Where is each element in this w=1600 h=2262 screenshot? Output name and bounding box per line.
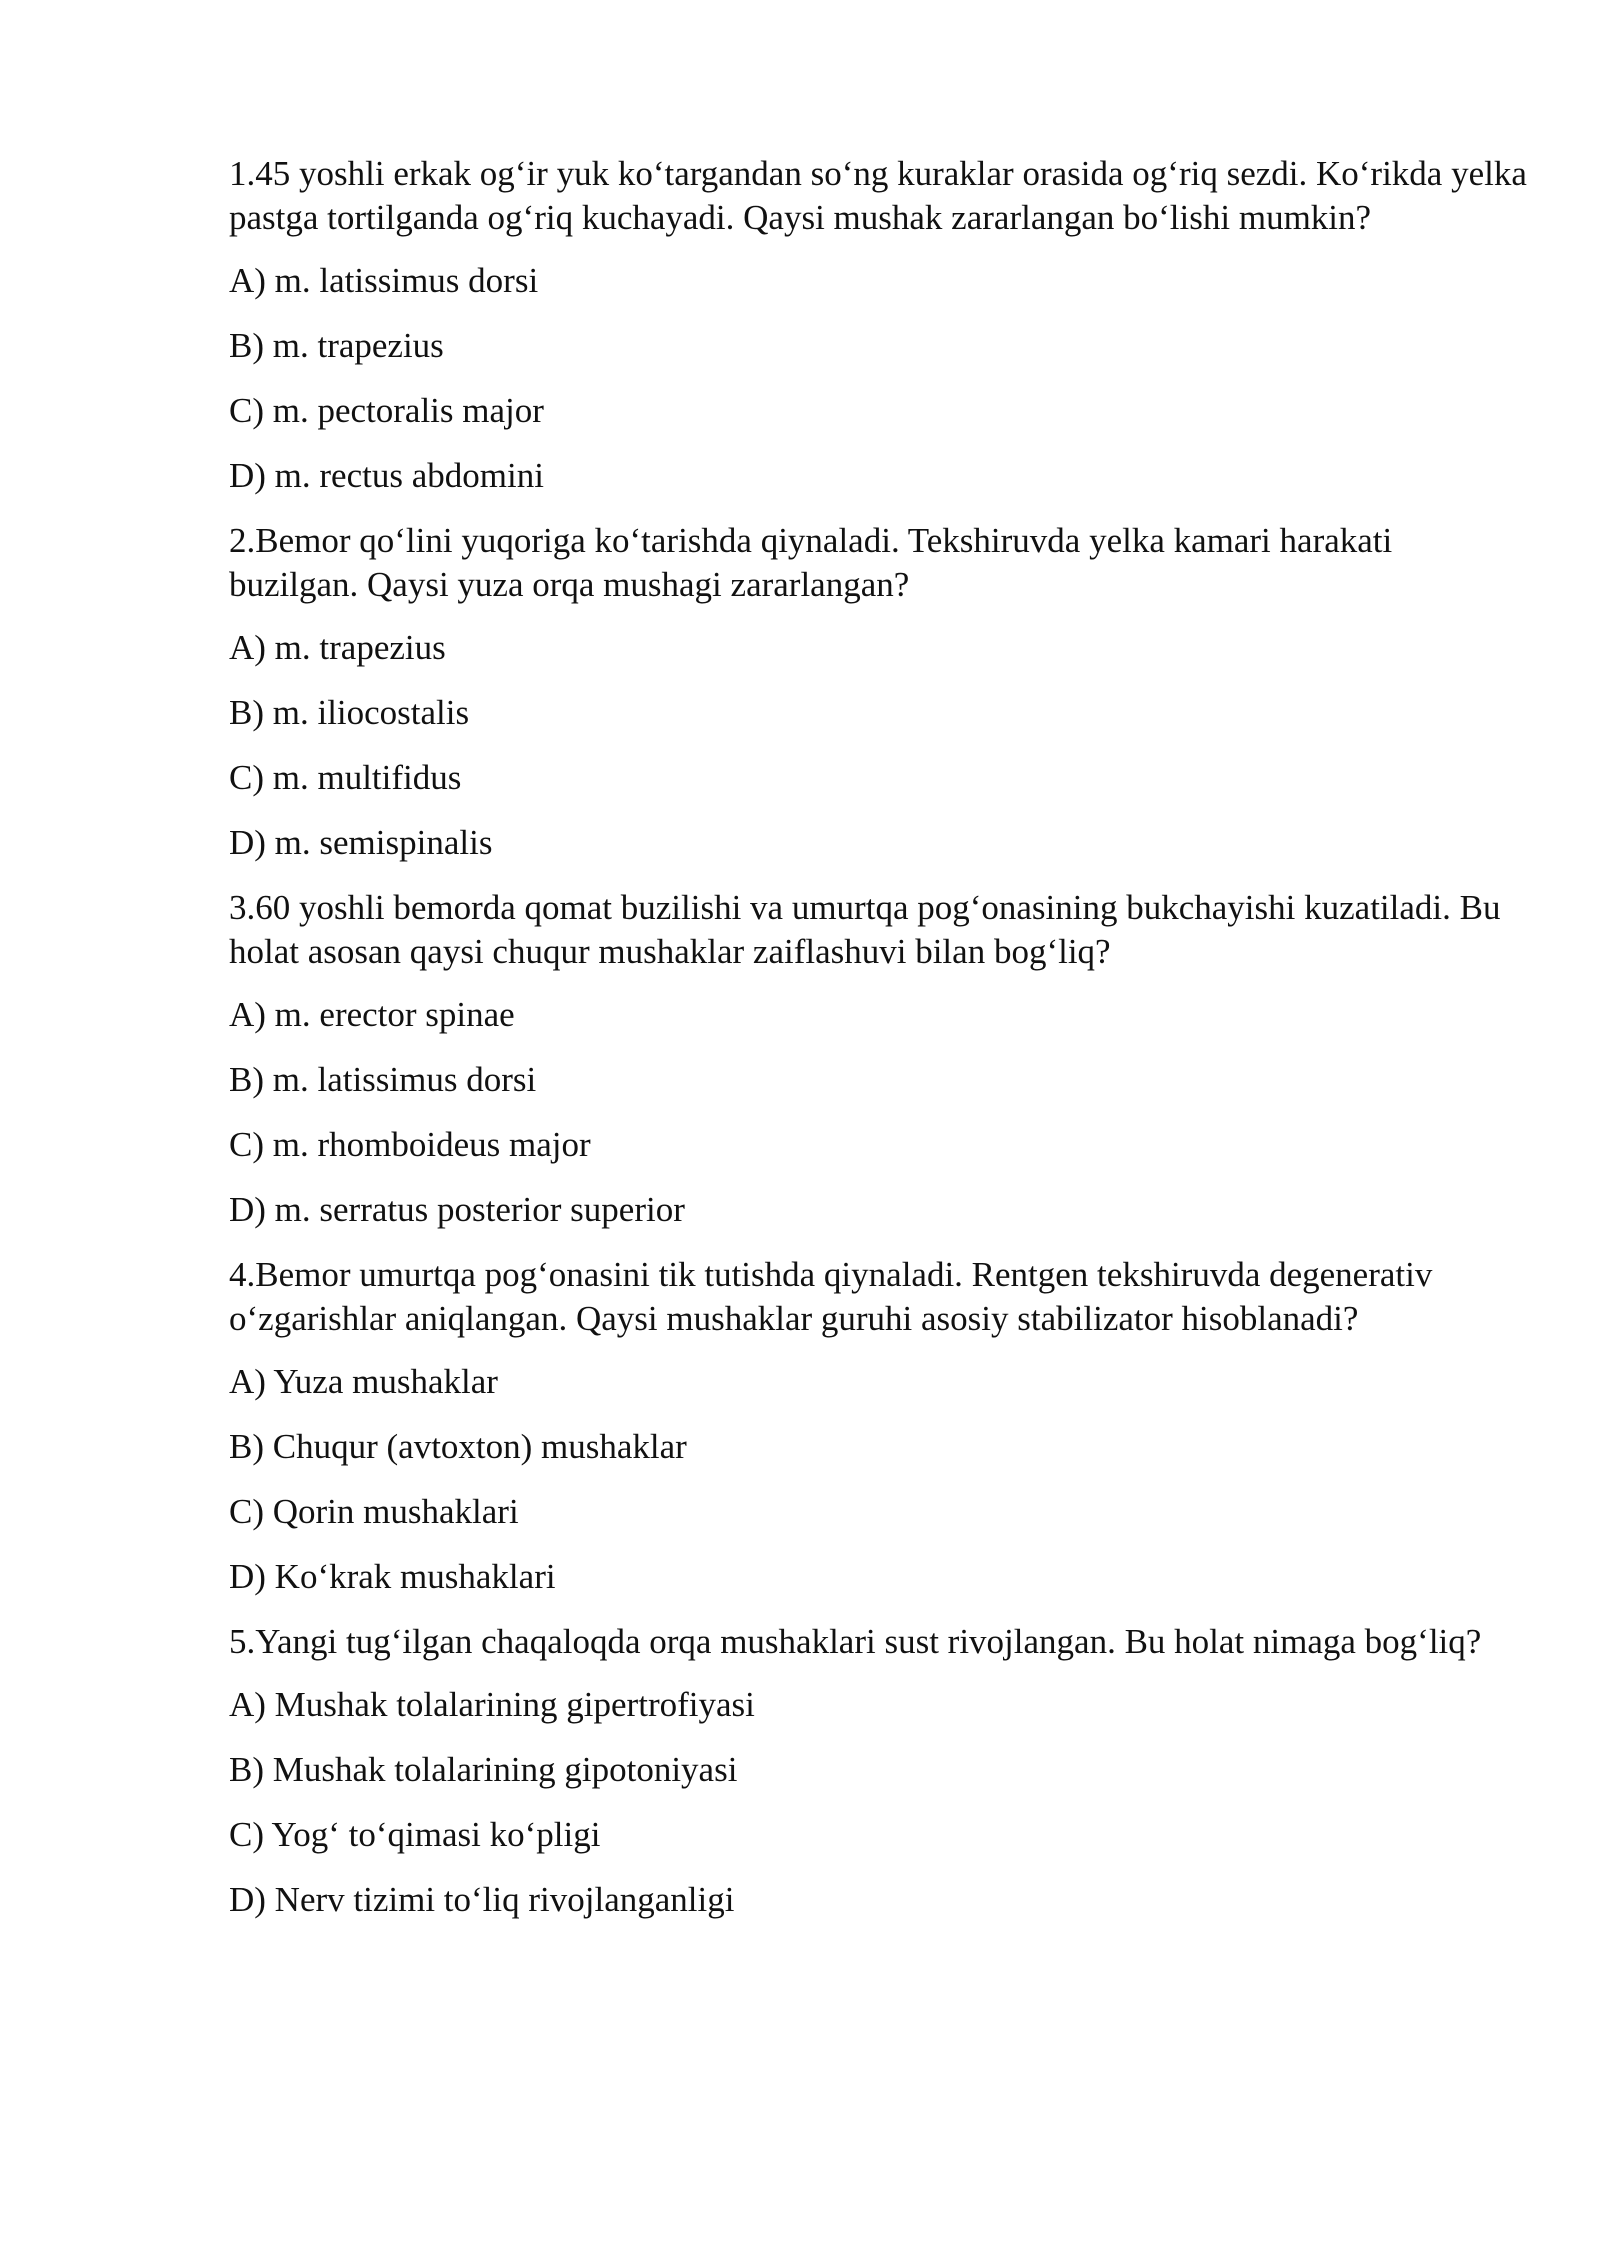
answer-option-d: D) m. semispinalis	[229, 823, 493, 862]
answer-option-a: A) m. trapezius	[229, 628, 446, 667]
question-5	[229, 1620, 1529, 1922]
answer-option-b: B) m. latissimus dorsi	[229, 1060, 537, 1099]
question-text: 1.45 yoshli erkak og‘ir yuk ko‘targandan so‘ng kuraklar orasida og‘riq sezdi. Ko‘rikda yelka pastga tortilganda og‘riq kuchayadi. Qaysi mushak zararlangan bo‘lishi mumkin?	[229, 154, 1527, 237]
question-2	[229, 519, 1529, 865]
question-1	[229, 152, 1529, 498]
answer-option-b: B) m. iliocostalis	[229, 693, 470, 732]
answer-option-d: D) Nerv tizimi to‘liq rivojlanganligi	[229, 1880, 735, 1919]
answer-option-a: A) m. latissimus dorsi	[229, 261, 539, 300]
answer-option-d: D) m. serratus posterior superior	[229, 1190, 685, 1229]
answer-option-c: C) m. rhomboideus major	[229, 1125, 591, 1164]
question-text: 4.Bemor umurtqa pog‘onasini tik tutishda qiynaladi. Rentgen tekshiruvda degenerativ o‘zgarishlar aniqlangan. Qaysi mushaklar guruhi asosiy stabilizator hisoblanadi?	[229, 1255, 1433, 1338]
document-page	[229, 152, 1529, 1943]
question-text: 5.Yangi tug‘ilgan chaqaloqda orqa mushaklari sust rivojlangan. Bu holat nimaga bog‘liq?	[229, 1622, 1482, 1661]
answer-option-d: D) m. rectus abdomini	[229, 456, 544, 495]
answer-option-b: B) m. trapezius	[229, 326, 444, 365]
answer-option-b: B) Chuqur (avtoxton) mushaklar	[229, 1427, 687, 1466]
question-text: 2.Bemor qo‘lini yuqoriga ko‘tarishda qiynaladi. Tekshiruvda yelka kamari harakati buzilgan. Qaysi yuza orqa mushagi zararlangan?	[229, 521, 1393, 604]
question-4	[229, 1253, 1529, 1599]
question-text: 3.60 yoshli bemorda qomat buzilishi va umurtqa pog‘onasining bukchayishi kuzatiladi. Bu holat asosan qaysi chuqur mushaklar zaiflashuvi bilan bog‘liq?	[229, 888, 1501, 971]
answer-option-d: D) Ko‘krak mushaklari	[229, 1557, 556, 1596]
answer-option-c: C) Qorin mushaklari	[229, 1492, 519, 1531]
answer-option-c: C) m. multifidus	[229, 758, 462, 797]
answer-option-c: C) Yog‘ to‘qimasi ko‘pligi	[229, 1815, 601, 1854]
answer-option-a: A) m. erector spinae	[229, 995, 515, 1034]
answer-option-b: B) Mushak tolalarining gipotoniyasi	[229, 1750, 738, 1789]
question-3	[229, 886, 1529, 1232]
answer-option-a: A) Mushak tolalarining gipertrofiyasi	[229, 1685, 755, 1724]
answer-option-a: A) Yuza mushaklar	[229, 1362, 498, 1401]
answer-option-c: C) m. pectoralis major	[229, 391, 544, 430]
